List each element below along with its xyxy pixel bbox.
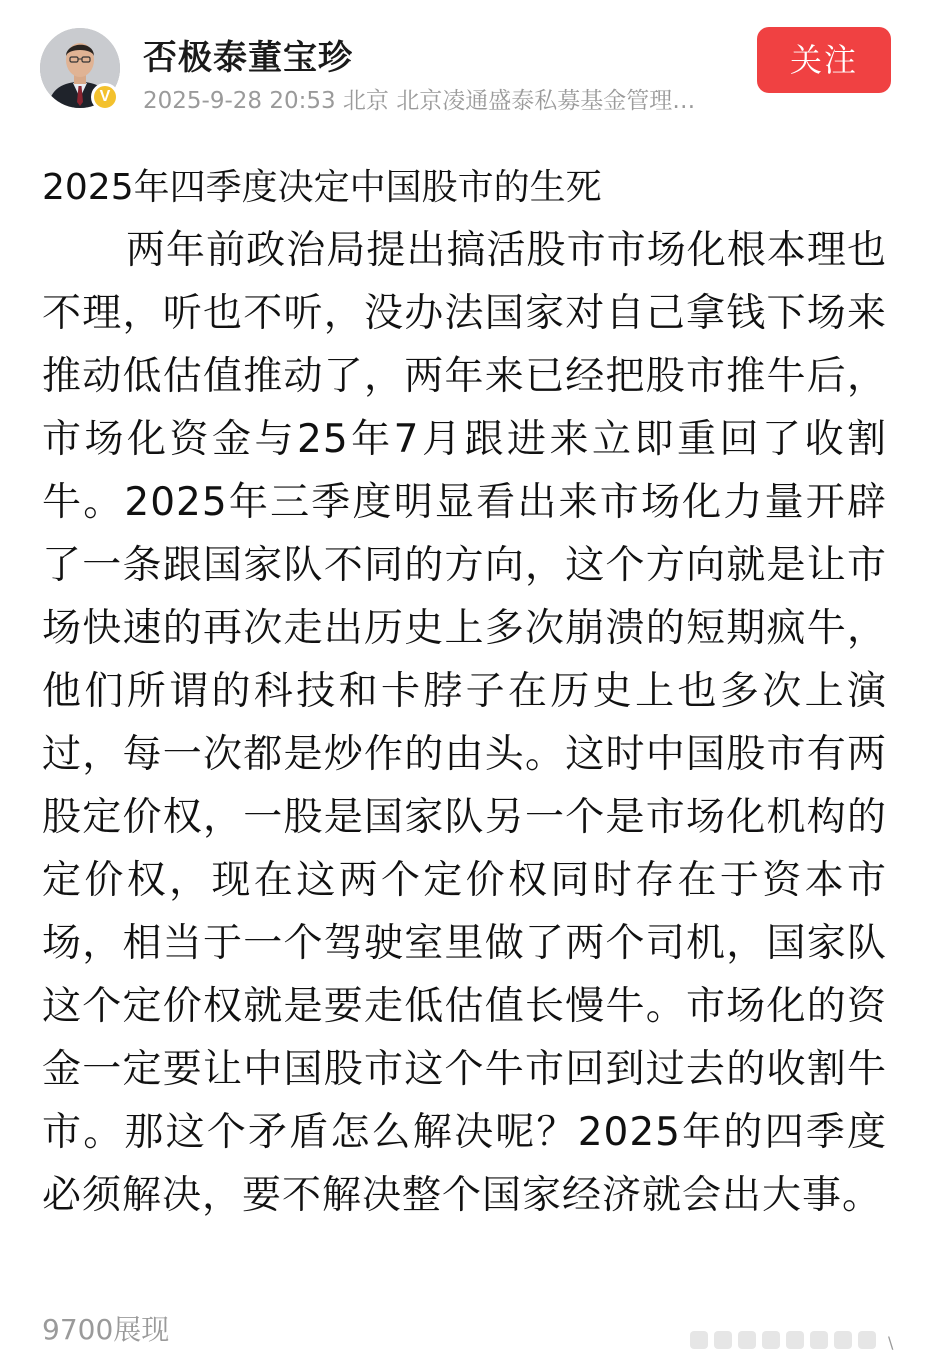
article-content <box>42 157 887 1227</box>
verified-badge-icon: V <box>91 83 119 111</box>
svg-text:\: \ <box>888 1333 894 1352</box>
post-header <box>0 0 930 135</box>
watermark-icon <box>690 1325 900 1355</box>
view-count: 9700展现 <box>42 1313 170 1346</box>
article-body: 两年前政治局提出搞活股市市场化根本理也不理，听也不听，没办法国家对自己拿钱下场来推动低估值推动了，两年来已经把股市推牛后，市场化资金与25年7月跟进来立即重回了收割牛。2025年三季度明显看出来市场化力量开辟了一条跟国家队不同的方向，这个方向就是让市场快速的再次走出历史上多次崩溃的短期疯牛，他们所谓的科技和卡脖子在历史上也多次上演过，每一次都是炒作的由头。这时中国股市有两股定价权，一股是国家队另一个是市场化机构的定价权，现在这两个定价权同时存在于资本市场，相当于一个驾驶室里做了两个司机，国家队这个定价权就是要走低估值长慢牛。市场化的资金一定要让中国股市这个牛市回到过去的收割牛市。那这个矛盾怎么解决呢？2025年的四季度必须解决，要不解决整个国家经济就会出大事。 <box>42 228 887 1218</box>
follow-button[interactable]: 关注 <box>757 27 891 93</box>
post-meta: 2025-9-28 20:53 北京 北京凌通盛泰私募基金管理… <box>143 88 696 114</box>
author-name[interactable]: 否极泰董宝珍 <box>143 38 353 78</box>
article-title: 2025年四季度决定中国股市的生死 <box>42 167 602 208</box>
